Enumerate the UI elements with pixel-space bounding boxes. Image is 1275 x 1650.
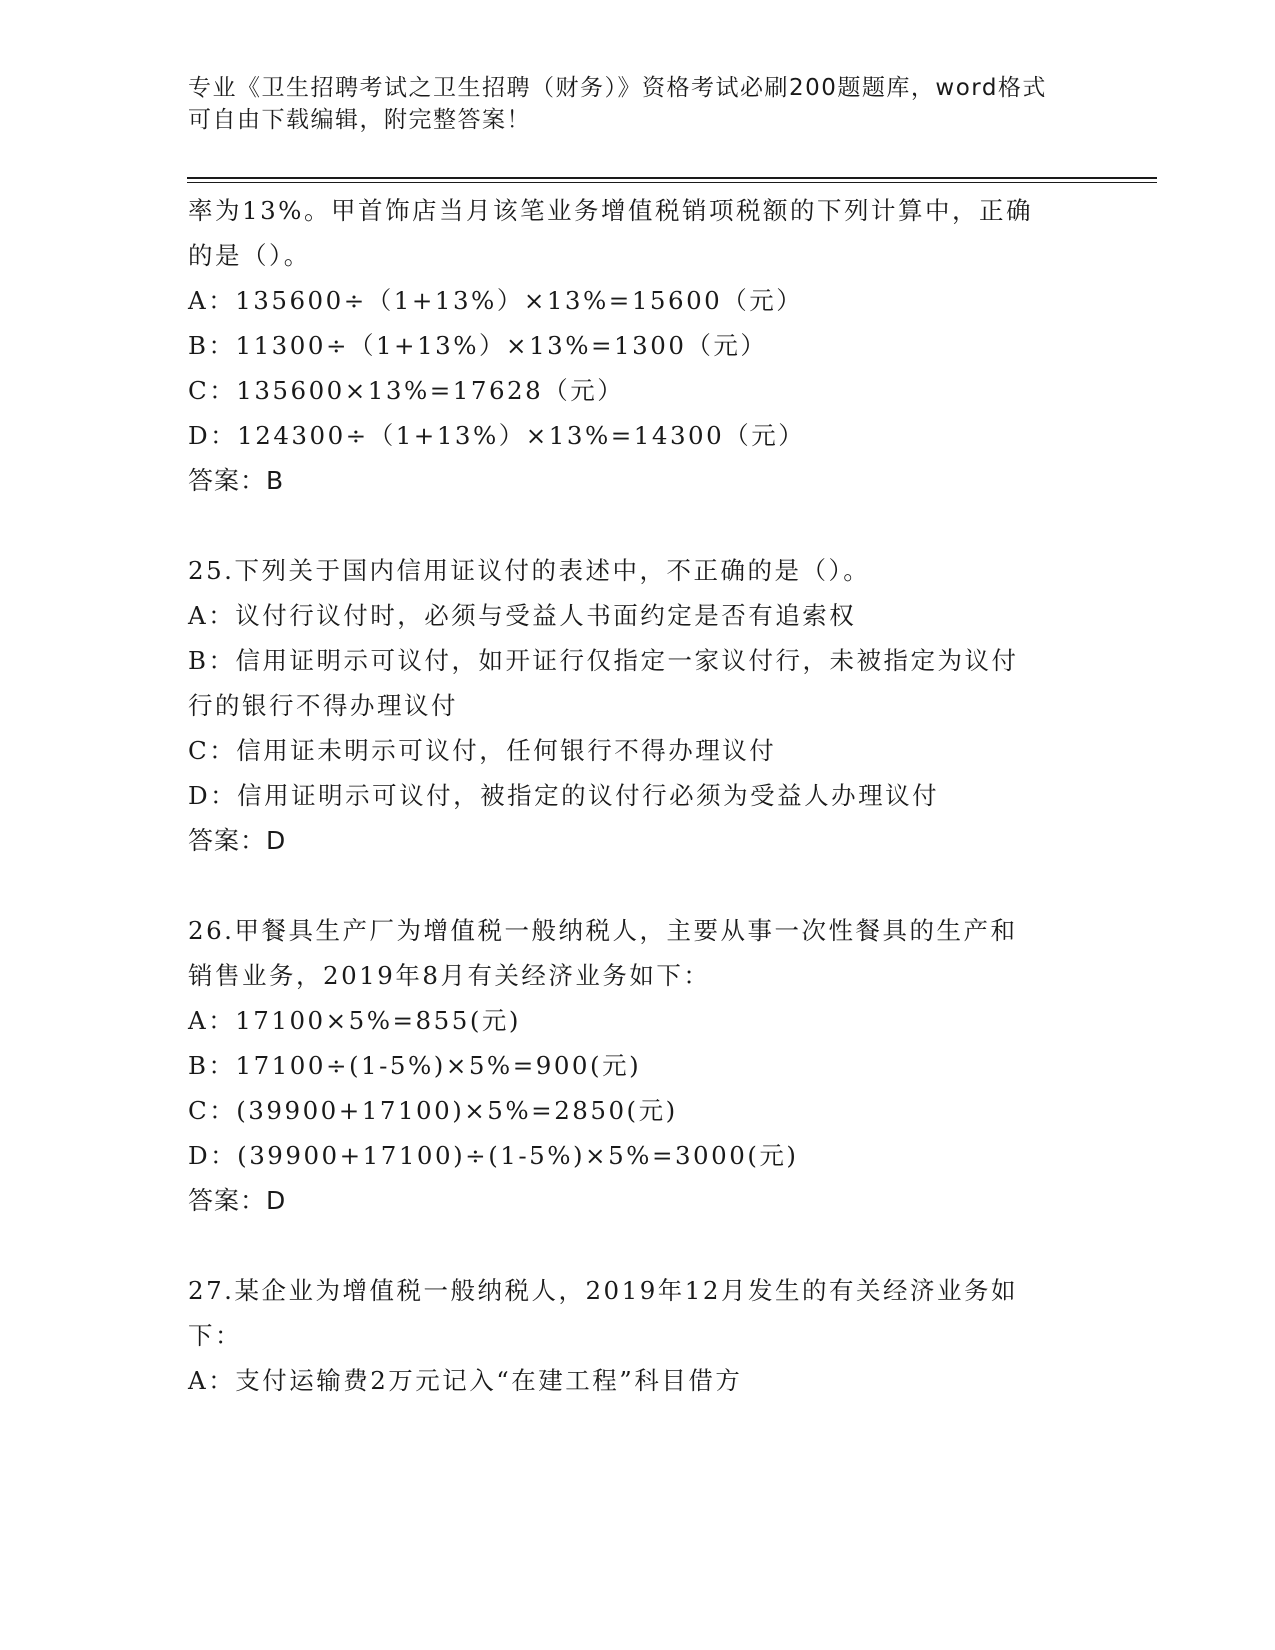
question-spacer xyxy=(188,1223,1108,1268)
question-spacer xyxy=(188,503,1108,548)
answer-label: 答案：D xyxy=(188,1186,287,1215)
document-body xyxy=(188,188,1108,1403)
question-stem-line: 27.某企业为增值税一般纳税人，2019年12月发生的有关经济业务如 xyxy=(188,1276,1018,1305)
header-line-1: 专业《卫生招聘考试之卫生招聘（财务）》资格考试必刷200题题库，word格式 xyxy=(188,75,1047,101)
question-spacer xyxy=(188,863,1108,908)
option-a: A：17100×5%=855(元) xyxy=(188,1006,521,1035)
document-header xyxy=(188,72,1088,136)
header-line-2: 可自由下载编辑，附完整答案！ xyxy=(188,107,531,133)
option-a: A：135600÷（1+13%）×13%=15600（元） xyxy=(188,286,804,315)
option-d: D：(39900+17100)÷(1-5%)×5%=3000(元) xyxy=(188,1141,799,1170)
question-stem-line: 25.下列关于国内信用证议付的表述中，不正确的是（）。 xyxy=(188,556,871,585)
question-stem-line: 率为13%。甲首饰店当月该笔业务增值税销项税额的下列计算中，正确 xyxy=(188,196,1033,225)
question-stem-line: 下： xyxy=(188,1321,242,1350)
answer-label: 答案：B xyxy=(188,466,285,495)
question-stem-line: 26.甲餐具生产厂为增值税一般纳税人，主要从事一次性餐具的生产和 xyxy=(188,916,1018,945)
header-divider-thick xyxy=(187,177,1157,179)
header-divider-thin xyxy=(187,182,1157,183)
option-c: C：(39900+17100)×5%=2850(元) xyxy=(188,1096,678,1125)
option-b-continued: 行的银行不得办理议付 xyxy=(188,691,458,720)
question-block xyxy=(188,1268,1108,1403)
option-b: B：信用证明示可议付，如开证行仅指定一家议付行，未被指定为议付 xyxy=(188,646,1019,675)
question-block xyxy=(188,908,1108,1223)
option-c: C：135600×13%=17628（元） xyxy=(188,376,625,405)
question-stem-line: 销售业务，2019年8月有关经济业务如下： xyxy=(188,961,711,990)
option-b: B：11300÷（1+13%）×13%=1300（元） xyxy=(188,331,768,360)
question-stem-line: 的是（）。 xyxy=(188,241,311,270)
option-c: C：信用证未明示可议付，任何银行不得办理议付 xyxy=(188,736,777,765)
option-d: D：124300÷（1+13%）×13%=14300（元） xyxy=(188,421,806,450)
answer-label: 答案：D xyxy=(188,826,287,855)
option-b: B：17100÷(1-5%)×5%=900(元) xyxy=(188,1051,642,1080)
option-a: A：支付运输费2万元记入“在建工程”科目借方 xyxy=(188,1366,743,1395)
question-block xyxy=(188,188,1108,503)
option-a: A：议付行议付时，必须与受益人书面约定是否有追索权 xyxy=(188,601,857,630)
question-block xyxy=(188,548,1108,863)
option-d: D：信用证明示可议付，被指定的议付行必须为受益人办理议付 xyxy=(188,781,940,810)
